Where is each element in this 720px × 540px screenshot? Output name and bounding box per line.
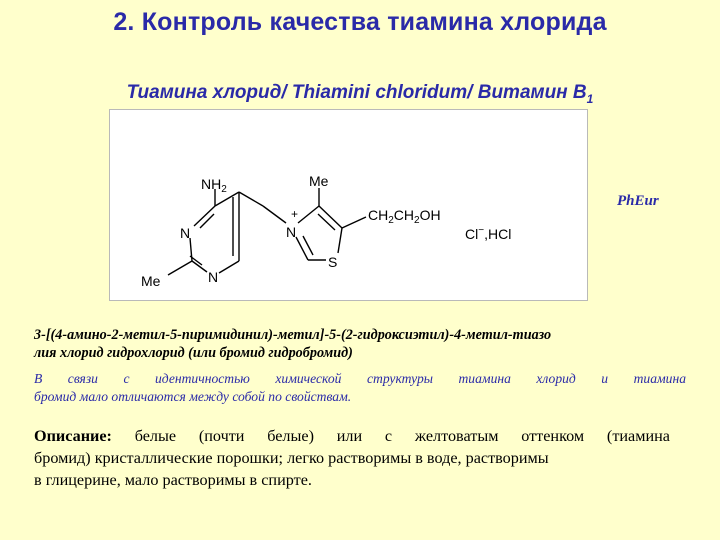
identity-note: [34, 370, 686, 406]
identity-note-line-1: В связи с идентичностью химической структуры тиамина хлорид и тиамина: [34, 371, 686, 386]
plus-charge: +: [291, 207, 299, 221]
iupac-name-line-1: 3-[(4-амино-2-метил-5-пиримидинил)-метил]-5-(2-гидроксиэтил)-4-метил-тиазо: [34, 327, 552, 343]
bond-c2-me: [168, 261, 192, 275]
structure-formula-box: [109, 109, 588, 301]
bond-c2-n3: [190, 238, 192, 261]
iupac-name-line-2: лия хлорид гидрохлорид (или бромид гидробромид): [34, 345, 353, 361]
methyl-left-label: Me: [141, 273, 161, 289]
description-paragraph: [34, 425, 670, 491]
nh2-label: $NH_2$: [201, 176, 227, 195]
description-line-1: [34, 425, 670, 447]
bond-c4-c5: [215, 192, 239, 206]
bond-c4-c5-double: [318, 214, 335, 230]
bond-n3-c4-thiazole: [298, 206, 319, 223]
slide-subtitle: [0, 82, 720, 106]
slide-title: 2. Контроль качества тиамина хлорида: [113, 8, 607, 36]
sulfur-label: S: [328, 254, 338, 270]
bond-ch2-nplus: [263, 206, 286, 223]
description-line-2: бромид) кристаллические порошки; легко растворимы в воде, растворимы: [34, 449, 549, 467]
bond-c4-c5-thiazole: [319, 206, 342, 228]
bond-c6-n1: [219, 261, 239, 273]
identity-note-line-2: бромид мало отличаются между собой по свойствам.: [34, 389, 352, 404]
pheur-label: PhEur: [617, 193, 659, 209]
bond-c5-ch2: [239, 192, 263, 206]
subtitle-text: Тиамина хлорид/ Thiamini chloridum/ Витамин В: [126, 82, 587, 103]
thiazolium-n-label: N: [286, 224, 297, 240]
subtitle-subscript: 1: [586, 91, 594, 106]
bond-c5-ch2ch2oh: [342, 217, 366, 228]
hydroxyethyl-label: $CH_2CH_2OH$: [368, 207, 441, 226]
bond-c5-s: [338, 228, 342, 253]
bond-c2-n3: [296, 237, 308, 260]
pyrimidine-n3-label: N: [180, 225, 191, 241]
description-label: Описание:: [34, 427, 112, 445]
bond-n3-c4-double: [200, 214, 214, 228]
thiamine-structure-diagram: [110, 110, 587, 300]
methyl-thiazole-label: Me: [309, 173, 329, 189]
pyrimidine-n1-label: N: [208, 269, 219, 285]
description-line-1-text: белые (почти белые) или с желтоватым оттенком (тиамина: [111, 427, 670, 445]
iupac-name: [34, 326, 704, 362]
description-line-3: в глицерине, мало растворимы в спирте.: [34, 471, 312, 489]
chloride-counterion-label: Cl−,HCl: [465, 225, 512, 242]
